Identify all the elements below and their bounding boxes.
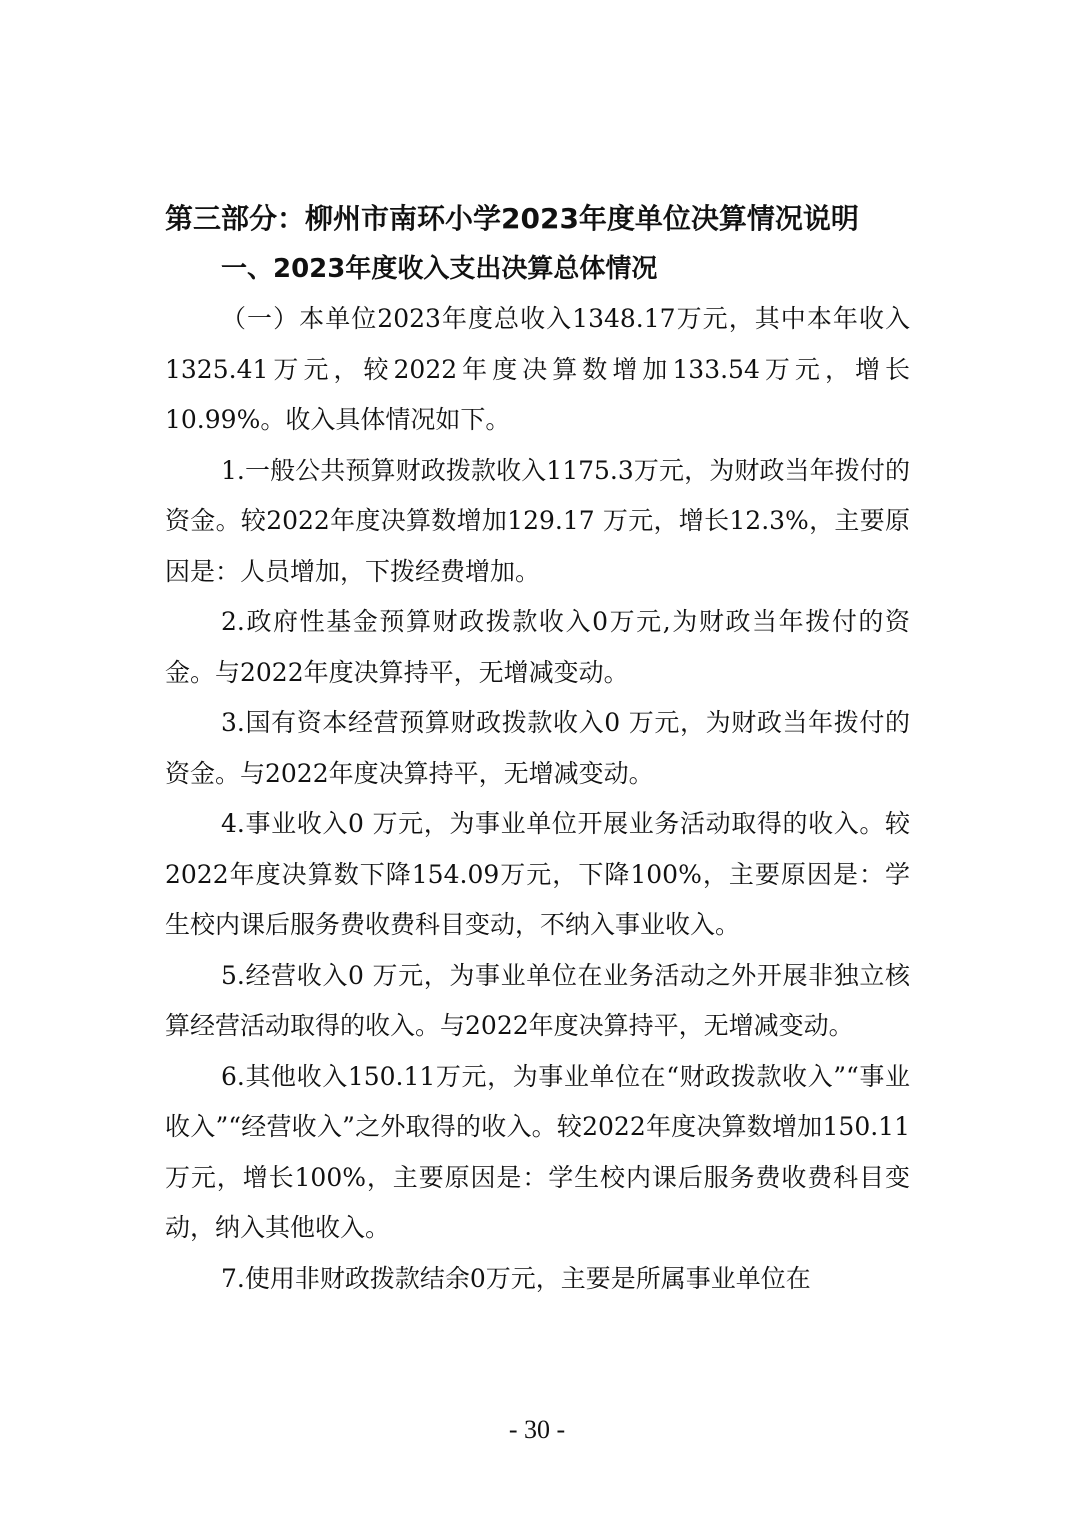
part-title: 第三部分：柳州市南环小学2023年度单位决算情况说明: [165, 202, 859, 235]
paragraph-operating-income: 5.经营收入0 万元，为事业单位在业务活动之外开展非独立核算经营活动取得的收入。与2022年度决算持平，无增减变动。: [165, 960, 910, 1040]
paragraph-total-income: （一）本单位2023年度总收入1348.17万元，其中本年收入1325.41万元，较2022年度决算数增加133.54万元，增长10.99%。收入具体情况如下。: [165, 304, 910, 434]
paragraph-business-income: 4.事业收入0 万元，为事业单位开展业务活动取得的收入。较2022年度决算数下降154.09万元，下降100%，主要原因是：学生校内课后服务费收费科目变动，不纳入事业收入。: [165, 809, 910, 939]
page-number: - 30 -: [508, 1415, 566, 1444]
paragraph-state-capital-income: 3.国有资本经营预算财政拨款收入0 万元，为财政当年拨付的资金。与2022年度决算持平，无增减变动。: [165, 708, 910, 788]
paragraph-government-fund-income: 2.政府性基金预算财政拨款收入0万元,为财政当年拨付的资金。与2022年度决算持平，无增减变动。: [165, 607, 910, 687]
document-body: [165, 194, 910, 1304]
paragraph-other-income: 6.其他收入150.11万元，为事业单位在“财政拨款收入”“事业收入”“经营收入”之外取得的收入。较2022年度决算数增加150.11 万元，增长100%，主要原因是：学生校内课后服务费收费科目变动，纳入其他收入。: [165, 1061, 910, 1242]
paragraph-non-fiscal-balance: 7.使用非财政拨款结余0万元，主要是所属事业单位在: [221, 1263, 811, 1293]
paragraph-general-budget-income: 1.一般公共预算财政拨款收入1175.3万元，为财政当年拨付的资金。较2022年度决算数增加129.17 万元，增长12.3%，主要原因是：人员增加，下拨经费增加。: [165, 455, 910, 586]
section-heading: 一、2023年度收入支出决算总体情况: [221, 254, 658, 284]
